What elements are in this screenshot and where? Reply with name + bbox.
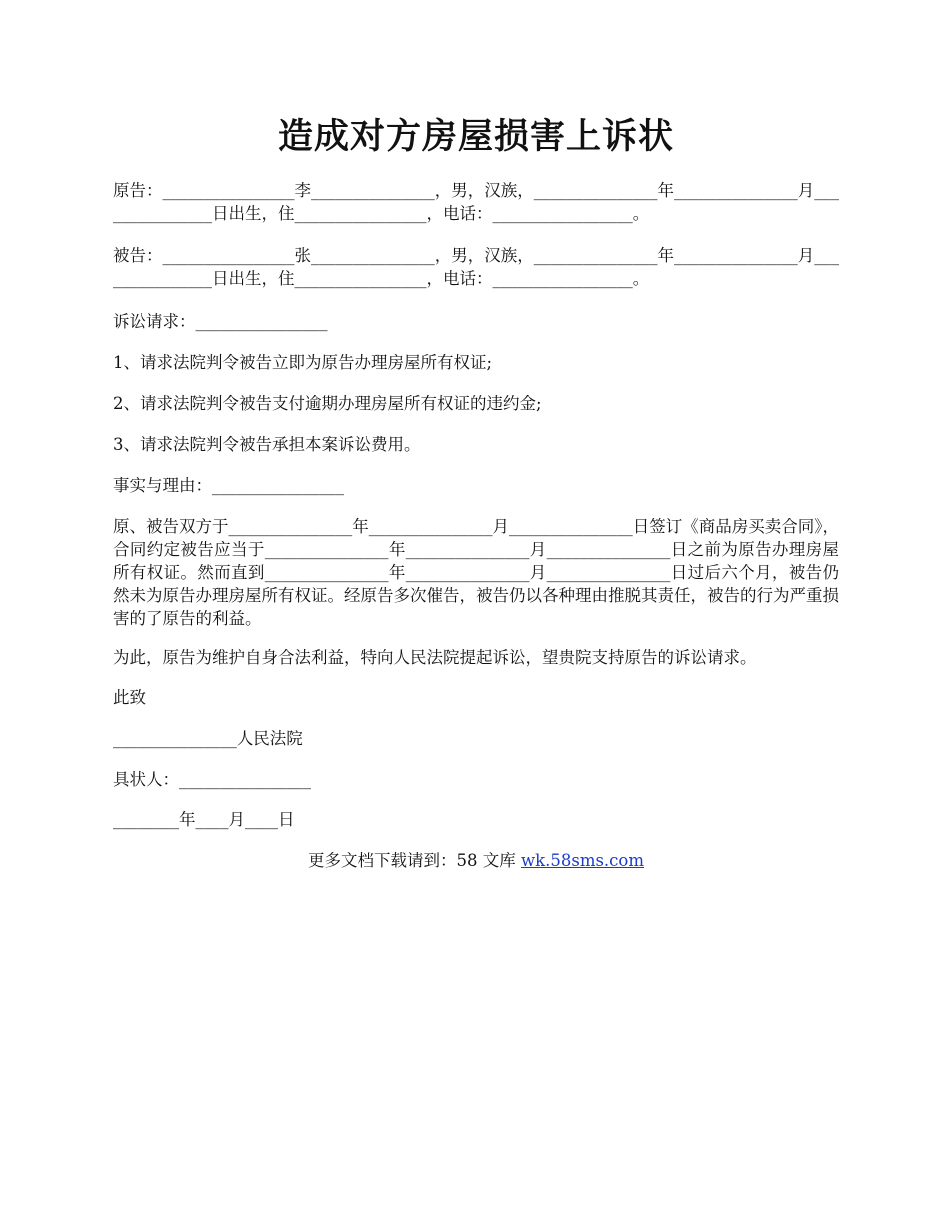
page-title: 造成对方房屋损害上诉状 [277, 116, 674, 157]
conclusion: 为此，原告为维护自身合法利益，特向人民法院提起诉讼，望贵院支持原告的诉讼请求。 [113, 648, 757, 667]
facts-heading: 事实与理由：________________ [113, 476, 344, 495]
claims-heading: 诉讼请求：________________ [113, 312, 328, 331]
signer: 具状人：________________ [113, 770, 311, 789]
footer [113, 849, 839, 872]
defendant-info: 被告：________________张_______________，男，汉族，_______________年_______________月_______________日出生，住________________，电话：_________________。 [113, 246, 839, 288]
salutation: 此致 [113, 688, 146, 707]
claim-item-2: 2、请求法院判令被告支付逾期办理房屋所有权证的违约金; [113, 394, 542, 413]
date-line: ________年____月____日 [113, 810, 295, 829]
claim-item-3: 3、请求法院判令被告承担本案诉讼费用。 [113, 435, 421, 454]
footer-link[interactable]: wk.58sms.com [520, 851, 644, 870]
facts-body: 原、被告双方于_______________年_______________月_______________日签订《商品房买卖合同》，合同约定被告应当于_______________年_______________月_______________日之前为原告办理房屋所有权证。然而直到_______________年_______________月_______________日过后六个月，被告仍然未为原告办理房屋所有权证。经原告多次催告，被告仍以各种理由推脱其责任，被告的行为严重损害的了原告的利益。 [113, 517, 839, 628]
footer-text: 更多文档下载请到：58 文库 [307, 851, 521, 870]
claim-item-1: 1、请求法院判令被告立即为原告办理房屋所有权证; [113, 353, 493, 372]
court-name: _______________人民法院 [113, 729, 303, 748]
plaintiff-info: 原告：________________李_______________，男，汉族，_______________年_______________月_______________日出生，住________________，电话：_________________。 [113, 181, 839, 223]
